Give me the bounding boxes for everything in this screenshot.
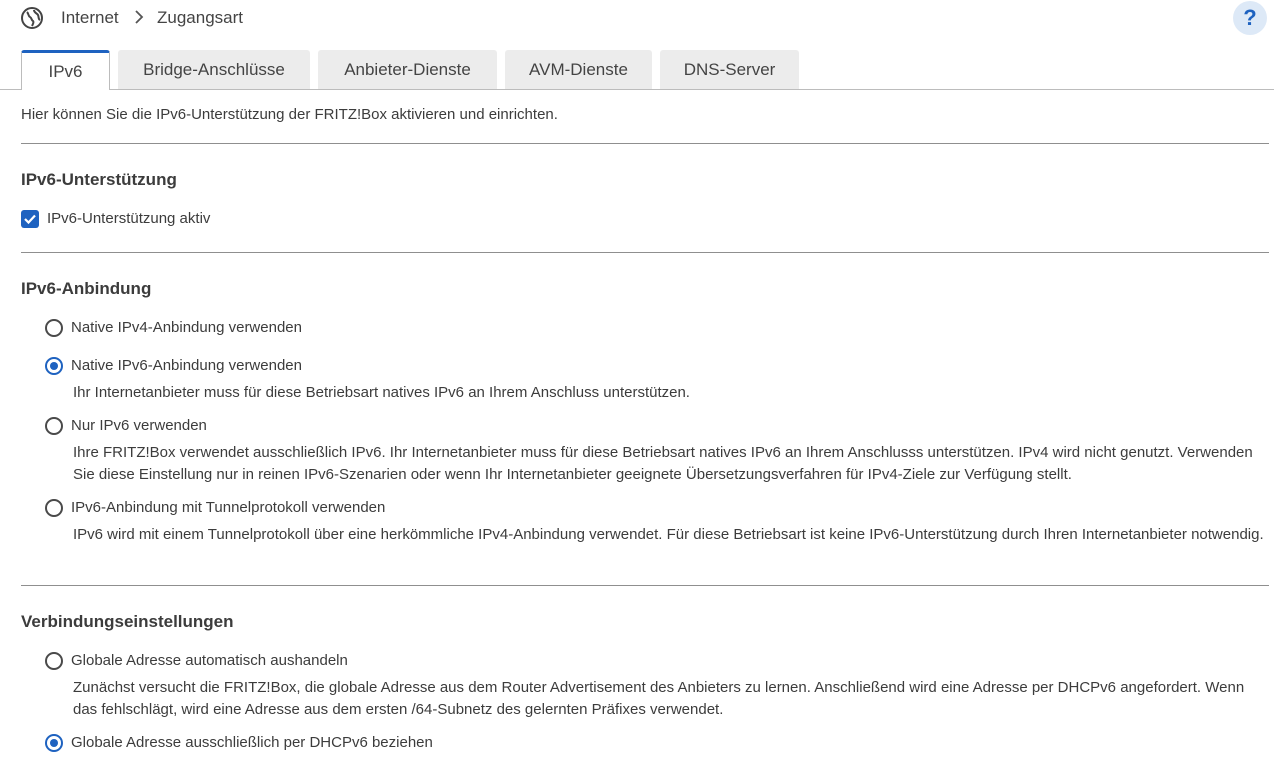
section-title-support: IPv6-Unterstützung (21, 170, 177, 189)
globe-icon (21, 7, 43, 29)
ipv6-support-label[interactable]: IPv6-Unterstützung aktiv (47, 210, 211, 227)
radio-only-ipv6[interactable] (45, 417, 63, 435)
divider (21, 585, 1269, 586)
intro-text: Hier können Sie die IPv6-Unterstützung der FRITZ!Box aktivieren und einrichten. (21, 106, 558, 123)
radio-native-ipv6[interactable] (45, 357, 63, 375)
tab-bar (0, 50, 1274, 90)
divider (21, 252, 1269, 253)
ipv6-support-checkbox[interactable] (21, 210, 39, 228)
desc-native-ipv6: Ihr Internetanbieter muss für diese Betriebsart natives IPv6 an Ihrem Anschluss unterstützen. (73, 384, 690, 401)
help-button[interactable]: ? (1233, 1, 1267, 35)
radio-dhcpv6-only[interactable] (45, 734, 63, 752)
tab-dns-server[interactable]: DNS-Server (660, 50, 799, 89)
check-icon (23, 212, 37, 226)
radio-label-only-ipv6[interactable]: Nur IPv6 verwenden (71, 417, 207, 434)
radio-auto-global-address[interactable] (45, 652, 63, 670)
radio-native-ipv4[interactable] (45, 319, 63, 337)
tab-bridge-anschluesse[interactable]: Bridge-Anschlüsse (118, 50, 310, 89)
tabs-divider (0, 89, 1274, 90)
tab-ipv6[interactable]: IPv6 (21, 50, 110, 90)
breadcrumb-current: Zugangsart (157, 8, 243, 27)
top-bar (0, 0, 1274, 40)
desc-auto-global-address: Zunächst versucht die FRITZ!Box, die globale Adresse aus dem Router Advertisement des Anbieters zu lernen. Anschließend wird eine Adresse per DHCPv6 angefordert. Wenn das fehlschlägt, wird eine Adresse aus dem ersten /64-Subnetz des gelernten Präfixes verwendet. (73, 679, 1245, 718)
breadcrumb-root[interactable]: Internet (61, 8, 119, 27)
radio-label-dhcpv6-only[interactable]: Globale Adresse ausschließlich per DHCPv6 beziehen (71, 734, 433, 751)
radio-tunnel[interactable] (45, 499, 63, 517)
desc-tunnel: IPv6 wird mit einem Tunnelprotokoll über eine herkömmliche IPv4-Anbindung verwendet. Für diese Betriebsart ist keine IPv6-Unterstützung durch Ihren Internetanbieter notwendig. (73, 526, 1264, 543)
divider (21, 143, 1269, 144)
desc-only-ipv6: Ihre FRITZ!Box verwendet ausschließlich IPv6. Ihr Internetanbieter muss für diese Betriebsart natives IPv6 an Ihrem Anschlusss unterstützen. IPv4 wird nicht genutzt. Verwenden Sie diese Einstellung nur in reinen IPv6-Szenarien oder wenn Ihr Internetanbieter geeignete Übersetzungsverfahren für IPv4-Ziele zur Verfügung stellt. (73, 444, 1253, 483)
radio-label-tunnel[interactable]: IPv6-Anbindung mit Tunnelprotokoll verwenden (71, 499, 386, 516)
radio-label-auto-global-address[interactable]: Globale Adresse automatisch aushandeln (71, 652, 348, 669)
chevron-right-icon (134, 10, 144, 24)
radio-label-native-ipv6[interactable]: Native IPv6-Anbindung verwenden (71, 357, 302, 374)
section-title-connection: Verbindungseinstellungen (21, 612, 234, 631)
tab-avm-dienste[interactable]: AVM-Dienste (505, 50, 652, 89)
tab-anbieter-dienste[interactable]: Anbieter-Dienste (318, 50, 497, 89)
radio-label-native-ipv4[interactable]: Native IPv4-Anbindung verwenden (71, 319, 302, 336)
section-title-binding: IPv6-Anbindung (21, 279, 152, 298)
